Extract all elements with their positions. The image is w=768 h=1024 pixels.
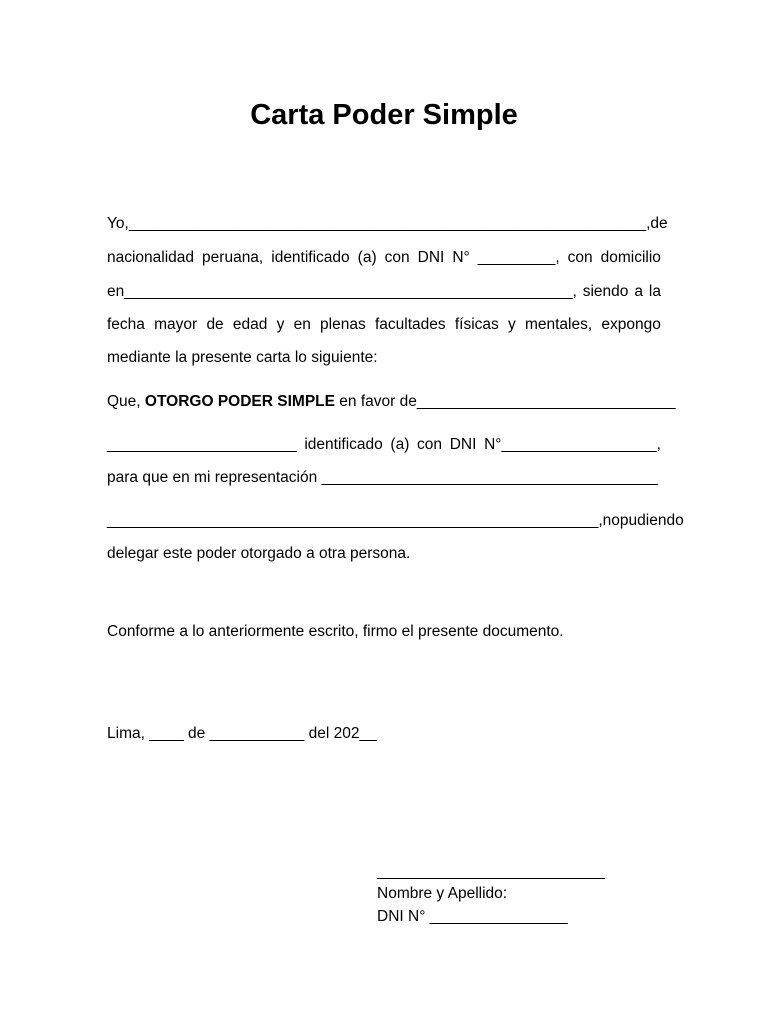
word: no	[602, 512, 620, 529]
date-line: Lima, ____ de ___________ del 202__	[107, 725, 377, 742]
word: (a)	[390, 436, 410, 453]
paragraph1-line5: mediante la presente carta lo siguiente:	[107, 349, 378, 366]
word: N°__________________,	[484, 436, 661, 453]
word: siendo	[582, 283, 629, 300]
word: físicas	[454, 316, 499, 333]
paragraph2-line1	[107, 392, 676, 412]
word: facultades	[374, 316, 446, 333]
word: Yo,	[107, 215, 129, 232]
word: mayor	[154, 316, 198, 333]
paragraph1-line2	[107, 248, 661, 268]
signature-dni-label: DNI N° ________________	[377, 908, 568, 925]
paragraph2-line2	[107, 435, 661, 455]
word: mentales,	[524, 316, 593, 333]
paragraph1-line3	[107, 282, 661, 302]
word: pudiendo	[619, 512, 684, 529]
word: DNI	[449, 436, 477, 453]
word: en	[293, 316, 311, 333]
paragraph1-line4	[107, 315, 661, 335]
word: de	[650, 215, 668, 232]
word: en____________________________________________________,	[107, 283, 577, 300]
otorgo-poder-simple-text: OTORGO PODER SIMPLE	[144, 393, 335, 410]
word: y	[508, 316, 516, 333]
paragraph2-line5: delegar este poder otorgado a otra persona.	[107, 545, 411, 562]
word: con	[384, 249, 410, 266]
paragraph1-line1	[107, 214, 668, 234]
word: DNI	[417, 249, 445, 266]
word: expongo	[601, 316, 661, 333]
word: nacionalidad	[107, 249, 195, 266]
word: _________________________________________________________,	[107, 512, 603, 529]
paragraph3: Conforme a lo anteriormente escrito, firmo el presente documento.	[107, 623, 564, 640]
word: domicilio	[600, 249, 661, 266]
word: identificado	[271, 249, 350, 266]
word: la	[648, 283, 661, 300]
paragraph2-line1-prefix: Que,	[107, 393, 145, 410]
document-title: Carta Poder Simple	[250, 99, 518, 131]
word: fecha	[107, 316, 145, 333]
signature-line	[377, 864, 605, 879]
word: con	[567, 249, 593, 266]
paragraph2-line3: para que en mi representación _______________________________________	[107, 469, 658, 486]
word: identificado	[304, 436, 383, 453]
paragraph2-line4	[107, 511, 684, 531]
word: _________,	[477, 249, 560, 266]
word: a	[634, 283, 643, 300]
word: edad	[232, 316, 268, 333]
word: de	[206, 316, 224, 333]
signature-name-label: Nombre y Apellido:	[377, 885, 508, 902]
word: ____________________________________________________________,	[128, 215, 651, 232]
word: y	[276, 316, 285, 333]
word: peruana,	[202, 249, 264, 266]
word: N°	[452, 249, 470, 266]
paragraph2-line1-suffix: en favor de______________________________	[334, 393, 676, 410]
word: ______________________	[107, 436, 297, 453]
word: plenas	[320, 316, 366, 333]
word: (a)	[357, 249, 377, 266]
word: con	[417, 436, 443, 453]
